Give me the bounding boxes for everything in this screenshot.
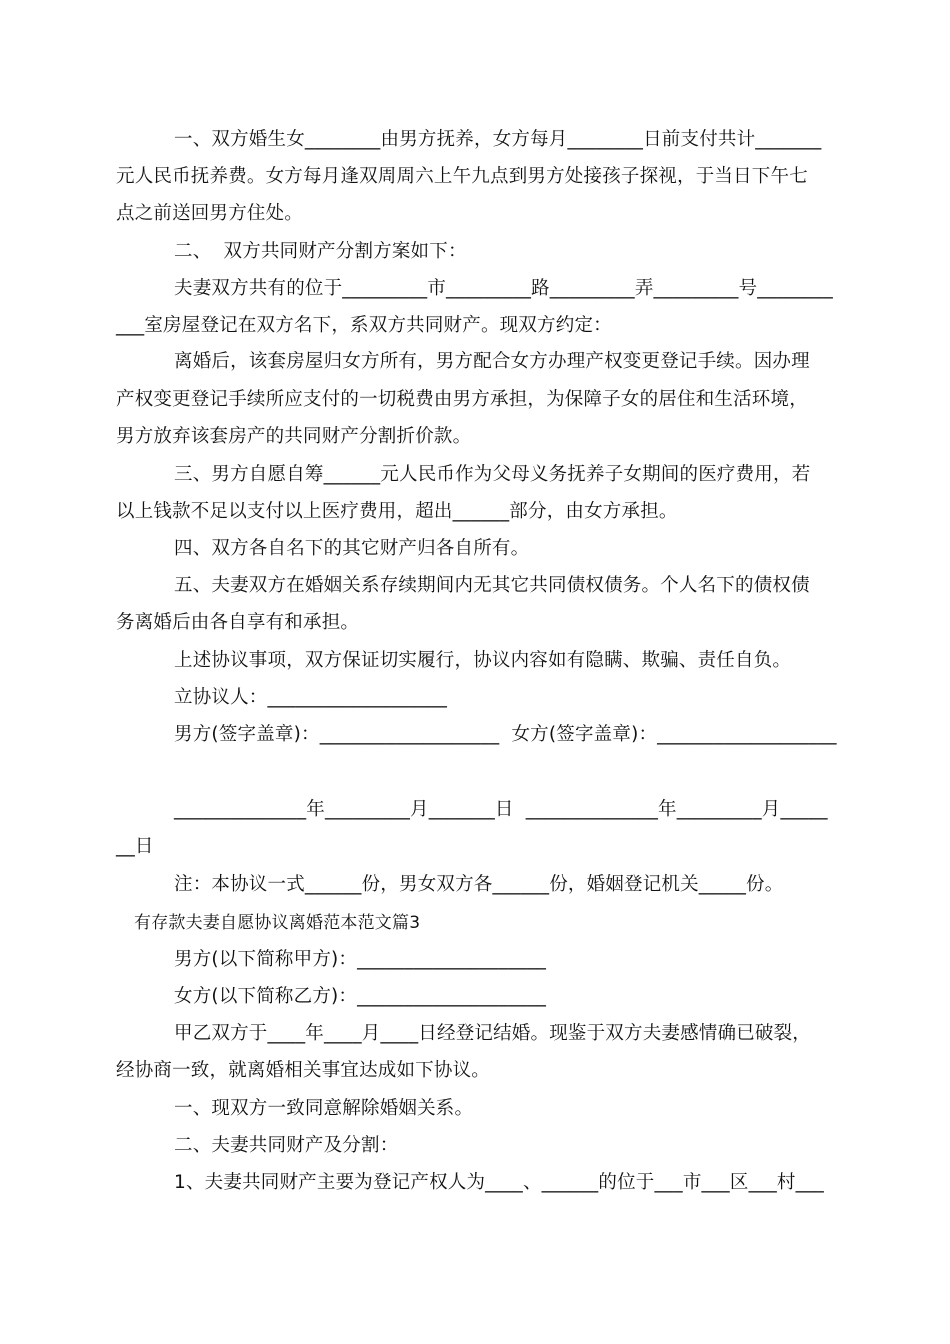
signatory-line: 立协议人：___________________ — [174, 687, 448, 708]
paragraph-line: 产权变更登记手续所应支付的一切税费由男方承担，为保障子女的居住和生活环境， — [116, 389, 808, 410]
section-title: 有存款夫妻自愿协议离婚范本范文篇3 — [134, 913, 421, 933]
paragraph-line: 二、夫妻共同财产及分割： — [174, 1135, 399, 1156]
paragraph-line: 1、夫妻共同财产主要为登记产权人为____、______的位于___市___区___村___ — [174, 1172, 824, 1193]
paragraph-line: 经协商一致，就离婚相关事宜达成如下协议。 — [116, 1060, 491, 1081]
paragraph-line: 夫妻双方共有的位于_________市_________路_________弄_________号________ — [174, 278, 833, 299]
paragraph-line: 男方放弃该套房产的共同财产分割折价款。 — [116, 426, 472, 447]
paragraph-line: 点之前送回男方住处。 — [116, 203, 304, 224]
section-heading: 二、 双方共同财产分割方案如下： — [174, 241, 467, 262]
party-line: 男方(以下简称甲方)：____________________ — [174, 949, 547, 970]
paragraph-line: 上述协议事项，双方保证切实履行，协议内容如有隐瞒、欺骗、责任自负。 — [174, 650, 792, 671]
date-line: ______________年_________月_______日 ______________年_________月_____ — [174, 799, 828, 820]
paragraph-line: 以上钱款不足以支付以上医疗费用，超出______部分，由女方承担。 — [116, 501, 678, 522]
paragraph-line: 离婚后，该套房屋归女方所有，男方配合女方办理产权变更登记手续。因办理 — [174, 351, 810, 372]
paragraph-line: 务离婚后由各自享有和承担。 — [116, 612, 360, 633]
paragraph-line: 一、现双方一致同意解除婚姻关系。 — [174, 1098, 474, 1119]
paragraph-line: 一、双方婚生女________由男方抚养，女方每月________日前支付共计_______ — [174, 129, 822, 150]
party-line: 女方(以下简称乙方)：____________________ — [174, 986, 547, 1007]
paragraph-line: 甲乙双方于____年____月____日经登记结婚。现鉴于双方夫妻感情确已破裂， — [174, 1023, 812, 1044]
date-line: __日 — [116, 836, 154, 857]
paragraph-line: 元人民币抚养费。女方每月逢双周周六上午九点到男方处接孩子探视，于当日下午七 — [116, 166, 808, 187]
paragraph-line: ___室房屋登记在双方名下，系双方共同财产。现双方约定： — [116, 315, 612, 336]
signature-line: 男方(签字盖章)：___________________ 女方(签字盖章)：___________________ — [174, 724, 837, 745]
note-line: 注：本协议一式______份，男女双方各______份，婚姻登记机关_____份。 — [174, 874, 784, 895]
paragraph-line: 三、男方自愿自筹______元人民币作为父母义务抚养子女期间的医疗费用，若 — [174, 464, 811, 485]
paragraph-line: 四、双方各自名下的其它财产归各自所有。 — [174, 538, 530, 559]
paragraph-line: 五、夫妻双方在婚姻关系存续期间内无其它共同债权债务。个人名下的债权债 — [174, 575, 810, 596]
